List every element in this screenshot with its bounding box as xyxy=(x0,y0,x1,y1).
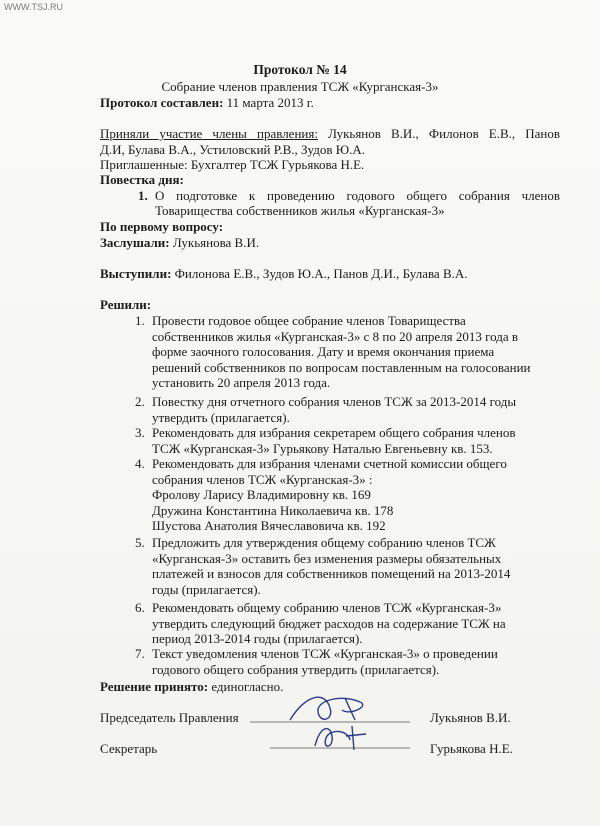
decision-line: Шустова Анатолия Вячеславовича кв. 192 xyxy=(152,518,386,533)
decision-number: 6. xyxy=(135,600,145,615)
participants-label: Приняли участие члены правления: xyxy=(100,126,318,141)
resolution-value: единогласно. xyxy=(208,679,284,694)
compiled-value: 11 марта 2013 г. xyxy=(223,95,314,110)
agenda-line-2: Товарищества собственников жилья «Курганская-3» xyxy=(155,203,445,218)
compiled-line xyxy=(100,95,314,110)
decision-number: 2. xyxy=(135,394,145,409)
agenda-line-1: О подготовке к проведению годового общего собрания членов xyxy=(155,188,560,203)
spoke-value: Филонова Е.В., Зудов Ю.А., Панов Д.И., Булава В.А. xyxy=(171,266,468,281)
heard-value: Лукьянова В.И. xyxy=(169,235,260,250)
decision-number: 7. xyxy=(135,646,145,661)
secretary-name: Гурьякова Н.Е. xyxy=(430,741,513,756)
participants-line-1 xyxy=(100,126,560,141)
decision-line: годы (прилагается). xyxy=(152,581,261,597)
decision-line: ТСЖ «Курганская-3» Гурьякову Наталью Евгеньевну кв. 153. xyxy=(152,440,493,456)
agenda-heading: Повестка дня: xyxy=(100,172,184,187)
decision-line: Дружина Константина Николаевича кв. 178 xyxy=(152,502,394,518)
decision-item xyxy=(152,313,530,391)
decision-number: 1. xyxy=(135,313,145,328)
decision-line: Предложить для утверждения общему собранию членов ТСЖ xyxy=(152,535,496,550)
decision-line: период 2013-2014 годы (прилагается). xyxy=(152,631,363,646)
invited-line: Приглашенные: Бухгалтер ТСЖ Гурьякова Н.Е. xyxy=(100,157,365,172)
document-title: Протокол № 14 xyxy=(253,62,347,77)
decision-line: Провести годовое общее собрание членов Товарищества xyxy=(152,313,466,328)
decision-item xyxy=(152,456,507,534)
decision-item xyxy=(152,646,498,677)
decision-line: годового общего собрания утвердить (прилагается). xyxy=(152,661,440,677)
decision-item xyxy=(152,600,506,647)
decision-line: решений собственников по вопросам поставленным на голосовании xyxy=(152,359,531,375)
spoke-label: Выступили: xyxy=(100,266,172,281)
decision-line: форме заочного голосования. Дату и время окончания приема xyxy=(152,344,495,359)
decision-item xyxy=(152,394,516,425)
decision-line: собрания членов ТСЖ «Курганская-3» : xyxy=(152,471,373,487)
first-question-heading: По первому вопросу: xyxy=(100,219,224,234)
chairman-role: Председатель Правления xyxy=(100,710,239,725)
decision-line: собственников жилья «Курганская-3» с 8 по 20 апреля 2013 года в xyxy=(152,328,519,344)
decision-number: 3. xyxy=(135,425,145,440)
watermark: WWW.TSJ.RU xyxy=(4,2,63,12)
decided-heading: Решили: xyxy=(100,297,152,312)
decision-line: Рекомендовать общему собранию членов ТСЖ «Курганская-3» xyxy=(152,600,502,615)
decision-line: платежей и взносов для собственников помещений на 2013-2014 xyxy=(152,566,511,581)
decision-line: «Курганская-3» оставить без изменения размеры обязательных xyxy=(152,550,502,566)
decision-line: утвердить (прилагается). xyxy=(152,409,290,425)
heard-line xyxy=(100,235,259,250)
heard-label: Заслушали: xyxy=(100,235,170,250)
decision-line: Текст уведомления членов ТСЖ «Курганская-3» о проведении xyxy=(152,646,498,661)
decision-line: Повестку дня отчетного собрания членов ТСЖ за 2013-2014 годы xyxy=(152,394,517,409)
decision-number: 5. xyxy=(135,535,145,550)
chairman-name: Лукьянов В.И. xyxy=(430,710,511,725)
decision-line: Рекомендовать для избрания членами счетной комиссии общего xyxy=(152,456,507,471)
decision-item xyxy=(152,425,516,456)
agenda-number: 1. xyxy=(138,188,148,203)
decision-item xyxy=(152,535,510,597)
decision-number: 4. xyxy=(135,456,145,471)
participants-names: Лукьянов В.И., Филонов Е.В., Панов xyxy=(328,126,561,141)
resolution-label: Решение принято: xyxy=(100,679,209,694)
document-subtitle: Собрание членов правления ТСЖ «Курганская-3» xyxy=(161,79,439,94)
spoke-line xyxy=(100,266,468,281)
decision-line: Рекомендовать для избрания секретарем общего собрания членов xyxy=(152,425,516,440)
decision-line: Фролову Ларису Владимировну кв. 169 xyxy=(152,487,371,502)
decision-line: утвердить следующий бюджет расходов на содержание ТСЖ на xyxy=(152,615,506,631)
participants-line-2: Д.И, Булава В.А., Устиловский Р.В., Зудов Ю.А. xyxy=(100,142,365,157)
compiled-label: Протокол составлен: xyxy=(100,95,224,110)
decision-line: установить 20 апреля 2013 года. xyxy=(152,375,331,390)
secretary-signature xyxy=(270,722,430,756)
secretary-role: Секретарь xyxy=(100,741,158,756)
